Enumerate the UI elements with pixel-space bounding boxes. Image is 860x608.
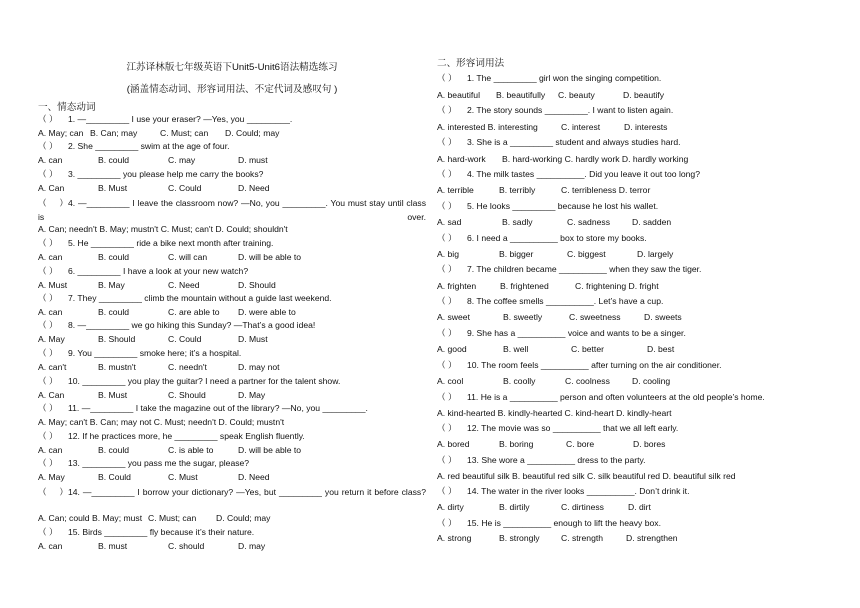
option[interactable]: A. sweet [437, 312, 470, 322]
option[interactable]: D. Could; may [225, 128, 280, 138]
question-text: 13. She wore a __________ dress to the party. [467, 455, 646, 465]
options-3 [437, 154, 688, 165]
option[interactable]: A. Can; could B. May; must [38, 513, 143, 523]
option[interactable]: B. sweetly [503, 312, 543, 322]
option[interactable]: A. May [38, 334, 65, 344]
answer-blank[interactable]: （ ） [38, 320, 58, 330]
option[interactable]: A. cool [437, 376, 464, 386]
option[interactable]: B. could [98, 252, 130, 262]
option[interactable]: A. Can [38, 183, 65, 193]
options-12 [38, 445, 301, 456]
answer-blank[interactable]: （ ） [437, 233, 457, 243]
option[interactable]: C. are able to [168, 307, 220, 317]
option[interactable]: A. red beautiful silk B. beautiful red silk C. silk beautiful red D. beautiful silk red [437, 471, 736, 481]
options-6 [437, 249, 673, 260]
options-7 [38, 307, 296, 318]
question-4 [38, 197, 426, 224]
option[interactable]: D. may [238, 541, 266, 551]
option[interactable]: B. terribly [499, 185, 536, 195]
option[interactable]: A. can [38, 307, 63, 317]
option[interactable]: A. Can; needn't B. May; mustn't C. Must; can't D. Could; shouldn't [38, 224, 288, 234]
answer-blank[interactable]: （ ） [437, 169, 457, 179]
answer-blank[interactable]: （ ） [437, 360, 457, 370]
question-10 [437, 360, 722, 371]
question-text: 4. —_________ I leave the classroom now? —No, you _________. You must stay until class is over. [38, 198, 426, 222]
option[interactable]: B. must [98, 541, 128, 551]
option[interactable]: D. Need [238, 183, 270, 193]
answer-blank[interactable]: （ ） [437, 296, 457, 306]
option[interactable]: B. Must [98, 390, 128, 400]
question-text: 9. You _________ smoke here; it’s a hospital. [68, 348, 242, 358]
question-text: 2. The story sounds _________. I want to listen again. [467, 105, 674, 115]
options-3 [38, 183, 270, 194]
option[interactable]: D. dirt [628, 502, 651, 512]
option[interactable]: B. boring [499, 439, 534, 449]
option[interactable]: B. sadly [502, 217, 533, 227]
option[interactable]: B. dirtily [499, 502, 530, 512]
question-15 [38, 527, 254, 538]
option[interactable]: B. Must [98, 183, 128, 193]
option[interactable]: A. frighten [437, 281, 477, 291]
question-13 [437, 455, 646, 466]
option[interactable]: A. bored [437, 439, 470, 449]
answer-blank[interactable]: （ ） [38, 141, 58, 151]
option[interactable]: D. largely [637, 249, 674, 259]
question-2 [38, 141, 230, 152]
option[interactable]: D. sweets [644, 312, 682, 322]
option[interactable]: A. can [38, 541, 63, 551]
option[interactable]: C. terribleness D. terror [561, 185, 651, 195]
option[interactable]: C. strength [561, 533, 604, 543]
options-4 [437, 185, 650, 196]
question-text: 12. If he practices more, he _________ speak English fluently. [68, 431, 305, 441]
option[interactable]: A. can [38, 252, 63, 262]
option[interactable]: C. should [168, 541, 205, 551]
answer-blank[interactable]: （ ） [38, 238, 58, 248]
options-2 [437, 122, 667, 133]
option[interactable]: D. cooling [632, 376, 671, 386]
option[interactable]: A. sad [437, 217, 462, 227]
question-4 [437, 169, 700, 180]
option[interactable]: D. best [647, 344, 675, 354]
question-5 [437, 201, 658, 212]
options-12 [437, 439, 665, 450]
question-3 [437, 137, 681, 148]
option[interactable]: D. interests [624, 122, 668, 132]
options-9 [38, 362, 280, 373]
options-2 [38, 155, 268, 166]
question-5 [38, 238, 273, 249]
question-text: 10. _________ you play the guitar? I need a partner for the talent show. [68, 376, 341, 386]
question-12 [437, 423, 678, 434]
answer-blank[interactable]: （ ） [38, 293, 58, 303]
options-6 [38, 280, 276, 291]
answer-blank[interactable]: （ ） [437, 201, 457, 211]
options-14 [38, 513, 270, 524]
option[interactable]: A. May; can [38, 128, 84, 138]
question-3 [38, 169, 263, 180]
option[interactable]: A. good [437, 344, 467, 354]
option[interactable]: B. well [503, 344, 529, 354]
options-8 [38, 334, 268, 345]
option[interactable]: C. may [168, 155, 196, 165]
option[interactable]: A. kind-hearted B. kindly-hearted C. kind-heart D. kindly-heart [437, 408, 672, 418]
question-text: 9. She has a __________ voice and wants to be a singer. [467, 328, 686, 338]
question-text: 7. They _________ climb the mountain without a guide last weekend. [68, 293, 332, 303]
option[interactable]: B. coolly [503, 376, 536, 386]
question-text: 14. —_________ I borrow your dictionary? —Yes, but _________ you return it before class? [68, 487, 426, 497]
answer-blank[interactable]: （ ） [38, 266, 58, 276]
options-1 [437, 90, 664, 101]
answer-blank[interactable]: （ ） [38, 348, 58, 358]
option[interactable]: A. can [38, 445, 63, 455]
options-11 [38, 417, 284, 428]
option[interactable]: B. Should [98, 334, 136, 344]
question-text: 11. He is a __________ person and often volunteers at the old people’s home. [467, 392, 765, 402]
question-text: 3. She is a _________ student and always studies hard. [467, 137, 681, 147]
question-text: 12. The movie was so __________ that we all left early. [467, 423, 679, 433]
question-text: 15. He is __________ enough to lift the heavy box. [467, 518, 661, 528]
question-9 [38, 348, 241, 359]
question-text: 8. The coffee smells __________. Let’s have a cup. [467, 296, 664, 306]
option[interactable]: A. hard-work [437, 154, 486, 164]
question-text: 1. —_________ I use your eraser? —Yes, you _________. [68, 114, 293, 124]
option[interactable]: C. sweetness [569, 312, 621, 322]
options-13 [437, 471, 736, 482]
option[interactable]: C. frightening D. fright [575, 281, 659, 291]
option[interactable]: D. Could; may [216, 513, 271, 523]
option[interactable]: D. may not [238, 362, 280, 372]
question-12 [38, 431, 305, 442]
option[interactable]: A. dirty [437, 502, 464, 512]
option[interactable]: C. Need [168, 280, 200, 290]
options-9 [437, 344, 674, 355]
answer-blank[interactable]: （ ） [38, 198, 68, 208]
option[interactable]: D. sadden [632, 217, 672, 227]
option[interactable]: D. May [238, 390, 266, 400]
answer-blank[interactable]: （ ） [437, 518, 457, 528]
question-15 [437, 518, 661, 529]
option[interactable]: C. dirtiness [561, 502, 604, 512]
answer-blank[interactable]: （ ） [437, 137, 457, 147]
option[interactable]: B. Could [98, 472, 131, 482]
question-text: 14. The water in the river looks __________. Don’t drink it. [467, 486, 690, 496]
options-15 [437, 533, 678, 544]
answer-blank[interactable]: （ ） [437, 455, 457, 465]
options-1 [38, 128, 279, 139]
option[interactable]: A. big [437, 249, 459, 259]
document-title: 江苏译林版七年级英语下Unit5-Unit6语法精选练习 [126, 62, 338, 73]
options-14 [437, 502, 651, 513]
option[interactable]: D. strengthen [626, 533, 678, 543]
option[interactable]: C. sadness [567, 217, 610, 227]
answer-blank[interactable]: （ ） [38, 487, 68, 497]
option[interactable]: C. is able to [168, 445, 214, 455]
option[interactable]: D. will be able to [238, 445, 302, 455]
option[interactable]: A. Can [38, 390, 65, 400]
option[interactable]: A. can [38, 155, 63, 165]
options-13 [38, 472, 270, 483]
question-6 [38, 266, 248, 277]
question-7 [437, 264, 701, 275]
question-text: 8. —_________ we go hiking this Sunday? —That’s a good idea! [68, 320, 316, 330]
option[interactable]: D. must [238, 155, 268, 165]
question-11 [437, 392, 765, 403]
question-13 [38, 458, 249, 469]
question-7 [38, 293, 332, 304]
answer-blank[interactable]: （ ） [437, 392, 457, 402]
answer-blank[interactable]: （ ） [38, 169, 58, 179]
option[interactable]: D. were able to [238, 307, 296, 317]
question-text: 13. _________ you pass me the sugar, please? [68, 458, 250, 468]
options-8 [437, 312, 682, 323]
options-11 [437, 408, 672, 419]
option[interactable]: C. will can [168, 252, 208, 262]
question-8 [437, 296, 663, 307]
question-text: 3. _________ you please help me carry the books? [68, 169, 264, 179]
option[interactable]: B. Can; may [90, 128, 138, 138]
option[interactable]: D. Must [238, 334, 268, 344]
answer-blank[interactable]: （ ） [437, 73, 457, 83]
option[interactable]: B. mustn't [98, 362, 136, 372]
options-4 [38, 224, 288, 235]
option[interactable]: B. strongly [499, 533, 540, 543]
question-text: 1. The _________ girl won the singing competition. [467, 73, 662, 83]
option[interactable]: A. terrible [437, 185, 474, 195]
option[interactable]: D. Need [238, 472, 270, 482]
question-text: 2. She _________ swim at the age of four. [68, 141, 230, 151]
answer-blank[interactable]: （ ） [38, 527, 58, 537]
option[interactable]: A. beautiful [437, 90, 480, 100]
option[interactable]: C. beauty [558, 90, 595, 100]
answer-blank[interactable]: （ ） [38, 403, 58, 413]
question-14 [437, 486, 689, 497]
option[interactable]: A. May; can't B. Can; may not C. Must; needn't D. Could; mustn't [38, 417, 285, 427]
option[interactable]: C. Must; can [148, 513, 197, 523]
answer-blank[interactable]: （ ） [38, 114, 58, 124]
question-1 [38, 114, 292, 125]
question-10 [38, 376, 340, 387]
option[interactable]: A. May [38, 472, 65, 482]
option[interactable]: C. biggest [567, 249, 606, 259]
answer-blank[interactable]: （ ） [437, 486, 457, 496]
options-5 [437, 217, 671, 228]
question-text: 5. He _________ ride a bike next month after training. [68, 238, 274, 248]
option[interactable]: A. Must [38, 280, 68, 290]
option[interactable]: C. Could [168, 183, 202, 193]
option[interactable]: D. Should [238, 280, 276, 290]
option[interactable]: C. interest [561, 122, 601, 132]
question-6 [437, 233, 647, 244]
option[interactable]: B. could [98, 155, 130, 165]
question-text: 6. _________ I have a look at your new watch? [68, 266, 249, 276]
option[interactable]: B. beautifully [496, 90, 546, 100]
option[interactable]: A. strong [437, 533, 472, 543]
option[interactable]: B. frightened [500, 281, 549, 291]
question-11 [38, 403, 368, 414]
question-text: 7. The children became __________ when they saw the tiger. [467, 264, 702, 274]
question-14 [38, 486, 426, 500]
option[interactable]: C. needn't [168, 362, 207, 372]
answer-blank[interactable]: （ ） [437, 423, 457, 433]
answer-blank[interactable]: （ ） [437, 328, 457, 338]
option[interactable]: C. bore [566, 439, 595, 449]
option[interactable]: B. could [98, 307, 130, 317]
options-7 [437, 281, 659, 292]
answer-blank[interactable]: （ ） [38, 458, 58, 468]
option[interactable]: B. hard-working C. hardly work D. hardly working [502, 154, 689, 164]
option[interactable]: D. bores [633, 439, 666, 449]
answer-blank[interactable]: （ ） [38, 376, 58, 386]
section-2-heading: 二、形容词用法 [437, 58, 505, 69]
option[interactable]: D. will be able to [238, 252, 302, 262]
options-10 [437, 376, 670, 387]
question-text: 15. Birds _________ fly because it’s their nature. [68, 527, 255, 537]
question-8 [38, 320, 315, 331]
section-1-heading: 一、情态动词 [38, 102, 96, 113]
options-15 [38, 541, 265, 552]
question-text: 10. The room feels __________ after turning on the air conditioner. [467, 360, 722, 370]
option[interactable]: D. beautify [623, 90, 665, 100]
options-5 [38, 252, 301, 263]
option[interactable]: C. Should [168, 390, 206, 400]
option[interactable]: C. Must; can [160, 128, 209, 138]
option[interactable]: C. Could [168, 334, 202, 344]
question-1 [437, 73, 661, 84]
options-10 [38, 390, 265, 401]
answer-blank[interactable]: （ ） [437, 105, 457, 115]
option[interactable]: C. better [571, 344, 604, 354]
question-text: 5. He looks _________ because he lost his wallet. [467, 201, 659, 211]
question-2 [437, 105, 673, 116]
option[interactable]: A. interested B. interesting [437, 122, 538, 132]
option[interactable]: B. May [98, 280, 125, 290]
option[interactable]: C. coolness [565, 376, 610, 386]
question-text: 11. —_________ I take the magazine out of the library? —No, you _________. [68, 403, 368, 413]
answer-blank[interactable]: （ ） [38, 431, 58, 441]
question-text: 6. I need a __________ box to store my books. [467, 233, 647, 243]
option[interactable]: B. bigger [499, 249, 534, 259]
question-9 [437, 328, 686, 339]
document-subtitle: (涵盖情态动词、形容词用法、不定代词及感叹句 ) [126, 84, 338, 95]
option[interactable]: A. can't [38, 362, 67, 372]
answer-blank[interactable]: （ ） [437, 264, 457, 274]
option[interactable]: B. could [98, 445, 130, 455]
option[interactable]: C. Must [168, 472, 198, 482]
question-text: 4. The milk tastes __________. Did you leave it out too long? [467, 169, 700, 179]
